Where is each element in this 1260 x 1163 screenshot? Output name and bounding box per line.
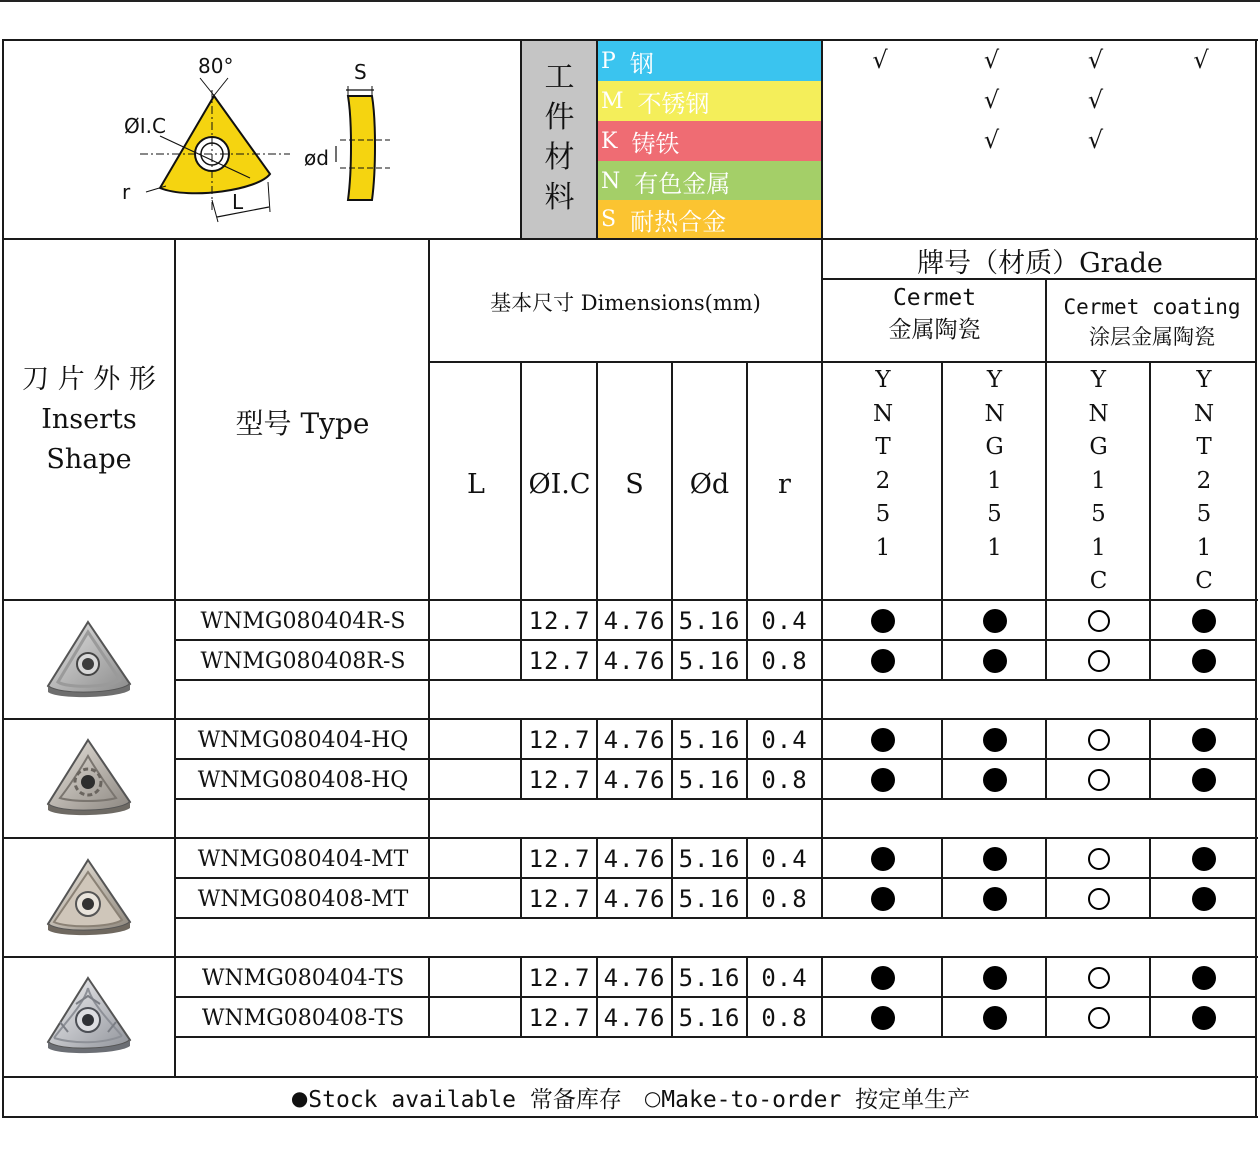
coating-header	[1047, 292, 1257, 352]
grade-code-char: N	[984, 400, 1005, 427]
v-rule	[746, 718, 748, 800]
grade-code-char: 5	[1091, 501, 1106, 527]
s-label: S	[354, 60, 367, 84]
legend-stock-symbol: ●	[290, 1085, 309, 1110]
stock-cell	[1151, 641, 1257, 681]
v-rule	[1045, 956, 1047, 1038]
insert-diagram	[100, 50, 420, 230]
dim-d-cell: 5.16	[678, 647, 741, 675]
grade-code	[943, 364, 1046, 565]
dim-l-cell	[430, 879, 522, 919]
check-mark: √	[1193, 46, 1209, 74]
stock-cell	[943, 879, 1046, 919]
dim-d-cell: 5.16	[678, 726, 741, 754]
v-rule	[821, 718, 823, 800]
grade-code-char: G	[985, 434, 1004, 460]
material-heading	[522, 58, 597, 218]
make-to-order-dot	[1088, 610, 1110, 632]
h-rule	[174, 679, 1257, 681]
ic-label: ØI.C	[124, 114, 166, 138]
material-row-p	[598, 41, 821, 81]
stock-available-dot	[871, 649, 895, 673]
material-code: M	[601, 88, 624, 114]
dim-ic-cell: 12.7	[528, 607, 591, 635]
type-cell: WNMG080404-HQ	[197, 727, 409, 753]
material-code: P	[601, 48, 616, 74]
legend-order-symbol: ○	[643, 1085, 662, 1110]
dimension-column-header: ØI.C	[528, 468, 591, 500]
dim-ic-cell: 12.7	[528, 647, 591, 675]
table-top-border	[2, 39, 1258, 41]
v-rule	[941, 837, 943, 919]
stock-cell	[1046, 998, 1151, 1038]
stock-cell	[943, 641, 1046, 681]
stock-cell	[1151, 760, 1257, 800]
make-to-order-dot	[1088, 650, 1110, 672]
stock-cell	[823, 601, 943, 641]
dimension-column-header: r	[778, 468, 791, 500]
v-rule	[941, 599, 943, 681]
dim-l-cell	[430, 998, 522, 1038]
grade-code	[1151, 364, 1257, 599]
v-rule	[821, 599, 823, 681]
dim-s-cell: 4.76	[603, 845, 666, 873]
stock-available-dot	[1192, 768, 1216, 792]
stock-cell	[1151, 839, 1257, 879]
grade-code-char: C	[1195, 568, 1213, 594]
wnmg-hq-insert-icon	[40, 736, 136, 818]
grade-code-char: Y	[1196, 367, 1212, 393]
h-rule	[821, 278, 1257, 280]
check-mark: √	[983, 86, 1000, 114]
stock-cell	[943, 720, 1046, 760]
stock-cell	[1046, 839, 1151, 879]
check-mark: √	[1087, 126, 1104, 154]
stock-available-dot	[1192, 728, 1216, 752]
h-rule	[174, 1036, 1257, 1038]
dim-l-cell	[430, 760, 522, 800]
material-row-m	[598, 81, 821, 121]
check-mark: √	[1087, 86, 1104, 114]
stock-available-dot	[983, 609, 1007, 633]
l-label: L	[232, 190, 244, 214]
material-name: 有色金属	[634, 169, 731, 198]
h-rule	[2, 238, 1258, 240]
stock-cell	[1046, 641, 1151, 681]
dim-l-cell	[430, 958, 522, 998]
top-rule	[0, 0, 1260, 2]
stock-available-dot	[1192, 609, 1216, 633]
stock-cell	[943, 839, 1046, 879]
dim-ic-cell: 12.7	[528, 885, 591, 913]
type-cell: WNMG080408-HQ	[197, 767, 409, 793]
check-mark: √	[872, 46, 888, 74]
stock-cell	[1046, 601, 1151, 641]
wnmg-r-s-insert-icon	[40, 618, 136, 700]
check-mark: √	[983, 46, 1000, 74]
stock-cell	[1151, 998, 1257, 1038]
material-code: K	[601, 128, 618, 154]
dim-s-cell: 4.76	[603, 647, 666, 675]
h-rule	[174, 639, 1257, 641]
stock-cell	[823, 720, 943, 760]
material-name: 铸铁	[631, 129, 680, 158]
v-rule	[174, 238, 176, 1078]
wnmg-ts-insert-icon	[40, 974, 136, 1056]
shape-header	[4, 360, 174, 480]
h-rule	[174, 996, 1257, 998]
stock-cell	[943, 601, 1046, 641]
grade-header: 牌号（材质）Grade	[917, 247, 1163, 279]
dim-ic-cell: 12.7	[528, 726, 591, 754]
type-cell: WNMG080408R-S	[200, 648, 406, 674]
shape-header-en2: Shape	[46, 444, 132, 475]
v-rule	[1149, 718, 1151, 800]
h-rule	[2, 956, 1258, 958]
grade-code-char: T	[1196, 434, 1212, 460]
grade-code-char: 2	[1196, 467, 1212, 494]
v-rule	[1149, 361, 1151, 601]
d-label: ød	[304, 146, 329, 170]
grade-code-char: 2	[875, 467, 891, 494]
h-rule	[2, 599, 1258, 601]
stock-available-dot	[1192, 966, 1216, 990]
v-rule	[1149, 837, 1151, 919]
stock-cell	[1046, 760, 1151, 800]
dim-r-cell: 0.4	[761, 964, 808, 992]
grade-code-char: 5	[875, 501, 891, 527]
dimensions-header: 基本尺寸 Dimensions(mm)	[490, 291, 761, 315]
material-heading-char: 料	[544, 180, 575, 215]
dim-s-cell: 4.76	[603, 726, 666, 754]
v-rule	[520, 837, 522, 919]
material-name: 钢	[629, 49, 654, 78]
v-rule	[1149, 956, 1151, 1038]
v-rule	[671, 718, 673, 800]
v-rule	[520, 361, 522, 601]
dim-l-cell	[430, 601, 522, 641]
stock-cell	[823, 760, 943, 800]
stock-available-dot	[871, 768, 895, 792]
dim-d-cell: 5.16	[678, 1004, 741, 1032]
dim-s-cell: 4.76	[603, 885, 666, 913]
material-name: 不锈钢	[637, 89, 710, 118]
stock-cell	[823, 879, 943, 919]
dim-ic-cell: 12.7	[528, 845, 591, 873]
grade-code-char: 1	[1196, 534, 1212, 561]
dim-r-cell: 0.8	[761, 885, 808, 913]
stock-cell	[943, 760, 1046, 800]
grade-code-char: C	[1089, 568, 1108, 594]
dim-d-cell: 5.16	[678, 885, 741, 913]
make-to-order-dot	[1088, 769, 1110, 791]
v-rule	[596, 837, 598, 919]
dim-r-cell: 0.4	[761, 845, 808, 873]
grade-code-char: 1	[987, 467, 1002, 494]
stock-cell	[943, 958, 1046, 998]
v-rule	[520, 39, 522, 239]
dim-r-cell: 0.4	[761, 607, 808, 635]
v-rule	[428, 837, 430, 919]
dim-l-cell	[430, 720, 522, 760]
grade-code	[823, 364, 943, 565]
dim-r-cell: 0.8	[761, 1004, 808, 1032]
v-rule	[1045, 278, 1047, 600]
dim-d-cell: 5.16	[678, 607, 741, 635]
check-mark: √	[983, 126, 1000, 154]
grade-code-char: N	[872, 400, 894, 427]
h-rule	[2, 837, 1258, 839]
v-rule	[596, 599, 598, 681]
h-rule	[174, 877, 1257, 879]
stock-cell	[1046, 879, 1151, 919]
dim-d-cell: 5.16	[678, 964, 741, 992]
stock-available-dot	[983, 649, 1007, 673]
v-rule	[821, 837, 823, 919]
stock-cell	[1046, 720, 1151, 760]
grade-code-char: 1	[1091, 467, 1106, 494]
material-row-n	[598, 161, 821, 201]
v-rule	[941, 956, 943, 1038]
grade-code-char: 5	[987, 501, 1002, 527]
stock-cell	[1151, 601, 1257, 641]
v-rule	[596, 39, 598, 239]
legend-stock-text: Stock available 常备库存	[308, 1087, 622, 1113]
dim-l-cell	[430, 839, 522, 879]
stock-available-dot	[871, 887, 895, 911]
h-rule	[2, 718, 1258, 720]
material-heading-char: 件	[544, 100, 575, 135]
make-to-order-dot	[1088, 1007, 1110, 1029]
grade-code-char: 1	[987, 534, 1002, 561]
type-cell: WNMG080408-MT	[197, 886, 409, 912]
dim-s-cell: 4.76	[603, 766, 666, 794]
stock-cell	[1151, 720, 1257, 760]
stock-available-dot	[1192, 649, 1216, 673]
stock-available-dot	[1192, 847, 1216, 871]
grade-code-char: N	[1193, 400, 1215, 427]
grade-code-char: 5	[1196, 501, 1212, 527]
stock-available-dot	[871, 1006, 895, 1030]
stock-available-dot	[871, 609, 895, 633]
h-rule	[174, 758, 1257, 760]
v-rule	[671, 599, 673, 681]
v-rule	[428, 956, 430, 1038]
stock-available-dot	[983, 768, 1007, 792]
h-rule	[2, 1076, 1258, 1078]
coating-en: Cermet coating	[1063, 295, 1241, 319]
check-mark: √	[1087, 46, 1104, 74]
material-heading-char: 材	[544, 140, 575, 175]
v-rule	[1045, 718, 1047, 800]
dim-d-cell: 5.16	[678, 766, 741, 794]
cermet-header	[823, 282, 1046, 346]
v-rule	[1149, 599, 1151, 681]
make-to-order-dot	[1088, 967, 1110, 989]
v-rule	[821, 956, 823, 1038]
material-name: 耐热合金	[630, 207, 727, 236]
material-row-s	[598, 200, 821, 238]
dim-s-cell: 4.76	[603, 964, 666, 992]
type-cell: WNMG080404-TS	[201, 965, 405, 991]
dimension-column-header: S	[625, 468, 644, 500]
grade-code-char: N	[1088, 400, 1109, 427]
type-cell: WNMG080404-MT	[197, 846, 409, 872]
grade-code	[1046, 364, 1151, 599]
grade-code-char: G	[1089, 434, 1108, 460]
wnmg-mt-insert-icon	[40, 856, 136, 938]
v-rule	[428, 599, 430, 681]
v-rule	[746, 599, 748, 681]
stock-available-dot	[1192, 887, 1216, 911]
coating-cn: 涂层金属陶瓷	[1089, 325, 1215, 349]
v-rule	[596, 361, 598, 601]
dim-ic-cell: 12.7	[528, 1004, 591, 1032]
type-cell: WNMG080408-TS	[201, 1005, 405, 1031]
dim-r-cell: 0.8	[761, 766, 808, 794]
v-rule	[746, 837, 748, 919]
v-rule	[671, 956, 673, 1038]
v-rule	[1045, 599, 1047, 681]
stock-cell	[1151, 958, 1257, 998]
h-rule	[428, 361, 1257, 363]
stock-cell	[823, 998, 943, 1038]
dim-s-cell: 4.76	[603, 607, 666, 635]
v-rule	[520, 956, 522, 1038]
h-rule	[174, 798, 1257, 800]
dim-l-cell	[430, 641, 522, 681]
cermet-en: Cermet	[892, 285, 977, 311]
stock-available-dot	[983, 966, 1007, 990]
dim-s-cell: 4.76	[603, 1004, 666, 1032]
v-rule	[941, 361, 943, 601]
legend-order-text: Make-to-order 按定单生产	[661, 1087, 971, 1113]
v-rule	[941, 718, 943, 800]
h-rule	[174, 917, 1257, 919]
shape-header-en1: Inserts	[41, 404, 137, 435]
dimension-column-header: L	[467, 468, 485, 500]
type-cell: WNMG080404R-S	[200, 608, 406, 634]
stock-available-dot	[983, 728, 1007, 752]
make-to-order-dot	[1088, 848, 1110, 870]
stock-available-dot	[871, 847, 895, 871]
stock-available-dot	[983, 1006, 1007, 1030]
v-rule	[596, 956, 598, 1038]
grade-code-char: Y	[986, 367, 1003, 393]
material-heading-char: 工	[544, 60, 575, 95]
stock-cell	[1151, 879, 1257, 919]
stock-cell	[943, 998, 1046, 1038]
v-rule	[746, 956, 748, 1038]
grade-code-char: 1	[875, 534, 891, 561]
stock-cell	[1046, 958, 1151, 998]
v-rule	[520, 718, 522, 800]
legend	[4, 1079, 1257, 1116]
make-to-order-dot	[1088, 888, 1110, 910]
cermet-cn: 金属陶瓷	[888, 317, 981, 343]
material-code: N	[601, 168, 621, 194]
v-rule	[671, 361, 673, 601]
v-rule	[520, 599, 522, 681]
v-rule	[428, 718, 430, 800]
v-rule	[596, 718, 598, 800]
dim-ic-cell: 12.7	[528, 766, 591, 794]
stock-available-dot	[1192, 1006, 1216, 1030]
stock-cell	[823, 958, 943, 998]
v-rule	[1045, 837, 1047, 919]
material-code: S	[601, 206, 617, 232]
stock-available-dot	[983, 847, 1007, 871]
stock-available-dot	[871, 728, 895, 752]
type-header: 型号 Type	[235, 407, 370, 440]
stock-available-dot	[983, 887, 1007, 911]
v-rule	[746, 361, 748, 601]
angle-label: 80°	[198, 54, 234, 78]
shape-header-cn: 刀 片 外 形	[22, 364, 156, 395]
grade-code-char: Y	[875, 367, 891, 393]
r-label: r	[122, 180, 131, 204]
dim-r-cell: 0.4	[761, 726, 808, 754]
table-bottom-border	[2, 1116, 1258, 1118]
make-to-order-dot	[1088, 729, 1110, 751]
v-rule	[671, 837, 673, 919]
v-rule	[821, 39, 823, 239]
grade-code-char: 1	[1091, 534, 1106, 561]
grade-code-char: T	[875, 434, 891, 460]
material-row-k	[598, 121, 821, 161]
dim-d-cell: 5.16	[678, 845, 741, 873]
stock-available-dot	[871, 966, 895, 990]
dim-ic-cell: 12.7	[528, 964, 591, 992]
stock-cell	[823, 641, 943, 681]
dimension-column-header: Ød	[689, 468, 730, 500]
grade-code-char: Y	[1090, 367, 1107, 393]
dim-r-cell: 0.8	[761, 647, 808, 675]
stock-cell	[823, 839, 943, 879]
